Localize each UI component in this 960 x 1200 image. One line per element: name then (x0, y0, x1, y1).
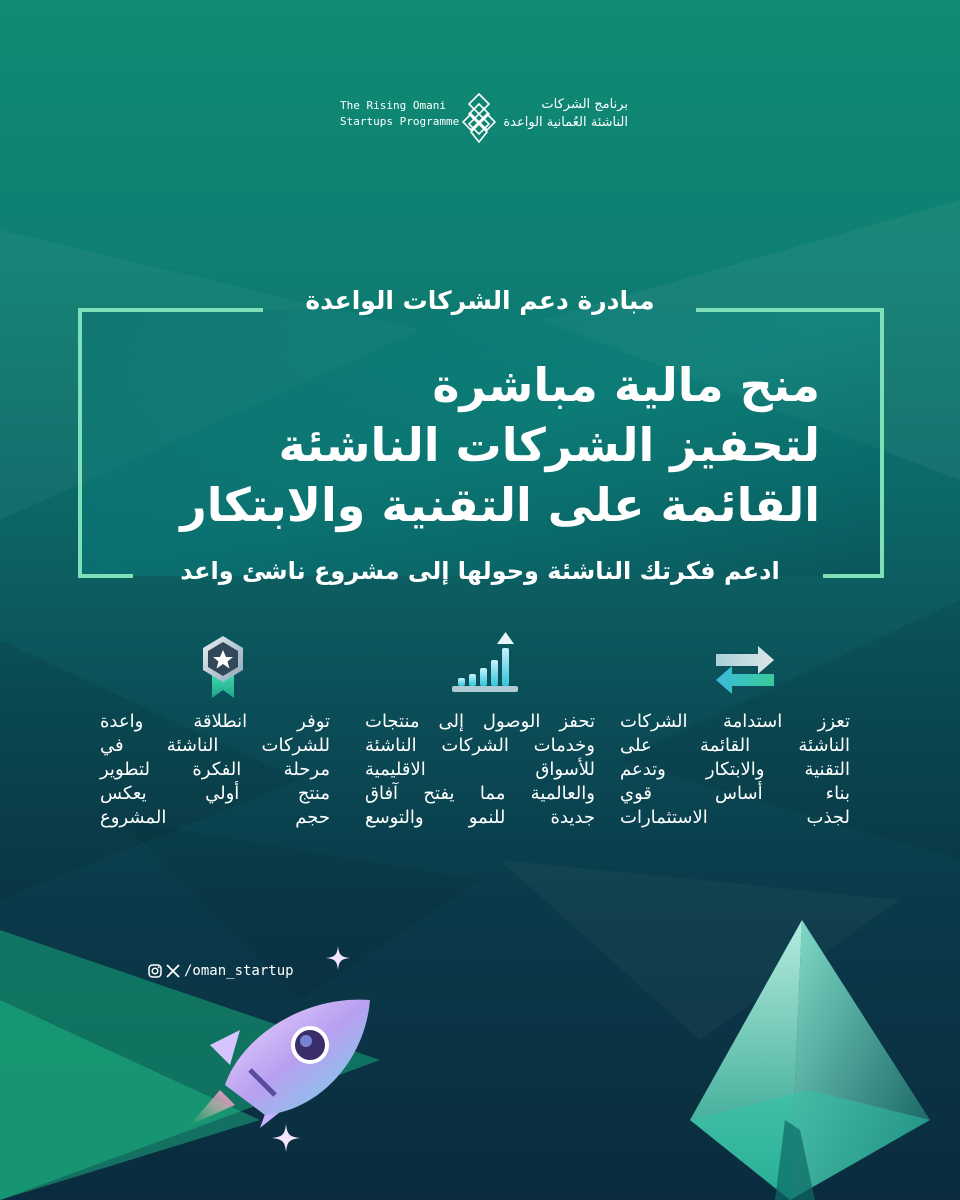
exchange-arrows-icon (710, 630, 780, 700)
feature-line: التقنية والابتكار وتدعم (620, 759, 850, 780)
social-handle[interactable] (148, 963, 294, 979)
logo-english-line1: The Rising Omani (340, 99, 446, 112)
headline-line: منح مالية مباشرة (432, 358, 820, 412)
logo-arabic-line1: برنامج الشركات (541, 97, 628, 112)
feature-line: تعزز استدامة الشركات (620, 711, 850, 732)
feature-line: للأسواق الاقليمية (365, 759, 595, 780)
feature-line: الناشئة القائمة على (620, 735, 850, 756)
initiative-subtitle: مبادرة دعم الشركات الواعدة (305, 286, 655, 315)
logo-english (340, 98, 459, 130)
feature-text (365, 710, 595, 830)
glass-prism-illustration (690, 920, 930, 1200)
feature-line: وخدمات الشركات الناشئة (365, 735, 595, 756)
feature-line: جديدة للنمو والتوسع (365, 807, 595, 828)
instagram-icon[interactable] (148, 964, 162, 978)
feature-line: منتج أولي يعكس (100, 783, 330, 804)
rocket-illustration (180, 990, 380, 1130)
star-badge-icon (188, 630, 258, 700)
programme-logo (0, 92, 960, 152)
feature-line: لجذب الاستثمارات (620, 807, 850, 828)
logo-arabic-line2: الناشئة العُمانية الواعدة (503, 115, 628, 130)
tagline: ادعم فكرتك الناشئة وحولها إلى مشروع ناشئ واعد (180, 557, 780, 585)
sparkle-icon (326, 946, 350, 970)
feature-line: والعالمية مما يفتح آفاق (365, 783, 595, 804)
growth-chart-icon (450, 630, 520, 700)
headline (120, 355, 820, 535)
social-handle-text[interactable]: /oman_startup (184, 963, 294, 979)
headline-line: لتحفيز الشركات الناشئة (278, 418, 820, 472)
feature-line: مرحلة الفكرة لتطوير (100, 759, 330, 780)
logo-arabic (503, 96, 628, 132)
x-icon[interactable] (166, 964, 180, 978)
logo-english-line2: Startups Programme (340, 115, 460, 128)
feature-line: بناء أساس قوي (620, 783, 850, 804)
feature-line: حجم المشروع (100, 807, 330, 828)
feature-line: تحفز الوصول إلى منتجات (365, 711, 595, 732)
feature-text (100, 710, 330, 830)
headline-line: القائمة على التقنية والابتكار (180, 478, 820, 532)
feature-line: توفر انطلاقة واعدة (100, 711, 330, 732)
diamond-lattice-icon (462, 92, 496, 144)
feature-line: للشركات الناشئة في (100, 735, 330, 756)
feature-text (620, 710, 850, 830)
